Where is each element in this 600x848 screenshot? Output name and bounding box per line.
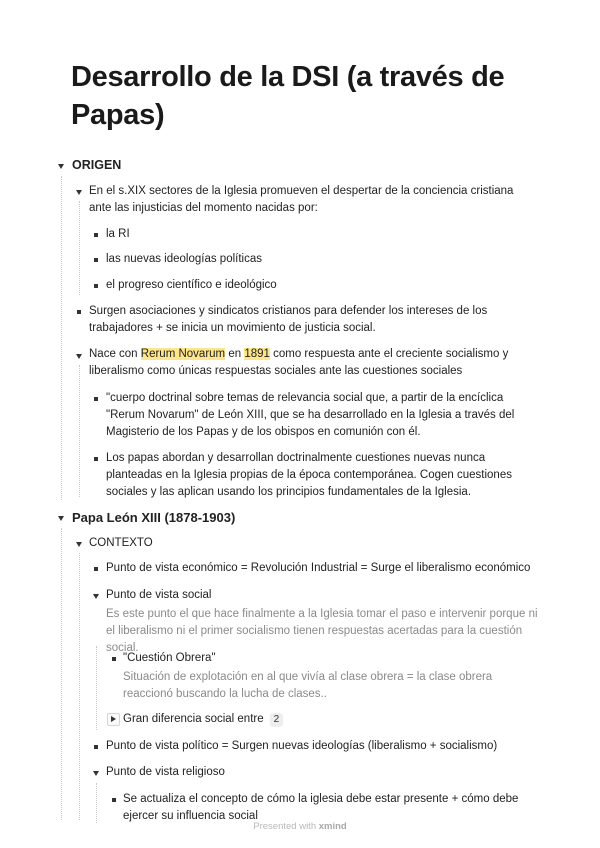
topic-contexto[interactable]: CONTEXTO (89, 537, 153, 549)
collapse-toggle-icon[interactable] (76, 190, 82, 195)
topic-cuestion-obrera[interactable]: "Cuestión Obrera" (123, 652, 216, 664)
topic-religioso-item[interactable]: Se actualiza el concepto de cómo la iglesia debe estar presente + cómo debe ejercer su influencia social (123, 793, 519, 822)
topic-religioso[interactable]: Punto de vista religioso (106, 766, 225, 778)
branch-line (79, 553, 81, 820)
topic-origen-3[interactable] (89, 346, 519, 380)
topic-social[interactable]: Punto de vista social (106, 589, 212, 601)
collapsed-count-badge[interactable]: 2 (270, 713, 284, 727)
bullet-icon (94, 284, 98, 288)
bullet-icon (77, 310, 81, 314)
collapse-toggle-icon[interactable] (76, 354, 82, 359)
topic-leon-xiii[interactable]: Papa León XIII (1878-1903) (72, 510, 236, 525)
bullet-icon (94, 457, 98, 461)
expand-icon[interactable] (111, 716, 116, 722)
highlight-year: 1891 (244, 348, 270, 360)
footer-prefix: Presented with (253, 821, 317, 832)
topic-ideologias[interactable]: las nuevas ideologías políticas (106, 253, 262, 265)
collapse-toggle-icon[interactable] (58, 516, 64, 521)
bullet-icon (94, 397, 98, 401)
bullet-icon (112, 657, 116, 661)
collapse-toggle-icon[interactable] (93, 771, 99, 776)
presented-with-footer (0, 821, 600, 832)
bullet-icon (94, 258, 98, 262)
topic-progreso[interactable]: el progreso científico e ideológico (106, 279, 277, 291)
text-fragment: como respuesta ante el creciente socialismo y liberalismo como únicas respuestas sociales ante las cuestiones sociales (89, 348, 509, 377)
branch-line (61, 176, 63, 500)
topic-papas-abordan[interactable]: Los papas abordan y desarrollan doctrinalmente cuestiones nuevas nunca planteadas en la Iglesia propias de la época contemporánea. Cogen cuestiones sociales y las aplican usando los principios fundamentales de la Iglesia. (106, 452, 512, 498)
topic-cuerpo-doctrinal[interactable]: "cuerpo doctrinal sobre temas de relevancia social que, a partir de la encíclica "Rerum Novarum" de León XIII, que se ha desarrollado en la Iglesia a través del Magisterio de los Papas y de los obispos en comunión con él. (106, 392, 515, 438)
topic-gran-diferencia[interactable] (123, 711, 283, 728)
branch-line (96, 646, 98, 730)
collapse-toggle-icon[interactable] (93, 594, 99, 599)
topic-politico[interactable]: Punto de vista político = Surgen nuevas ideologías (liberalismo + socialismo) (106, 740, 498, 752)
page-title: Desarrollo de la DSI (a través de Papas) (71, 61, 505, 131)
branch-line (79, 365, 81, 497)
branch-line (96, 783, 98, 823)
collapse-toggle-icon[interactable] (76, 542, 82, 547)
topic-origen-2[interactable]: Surgen asociaciones y sindicatos cristianos para defender los intereses de los trabajadores + se inicia un movimiento de justicia social. (89, 305, 488, 334)
topic-economico[interactable]: Punto de vista económico = Revolución Industrial = Surge el liberalismo económico (106, 562, 531, 574)
note-cuestion-obrera: Situación de explotación en al que vivía al clase obrera = la clase obrera reaccionó buscando la lucha de clases.. (123, 671, 493, 700)
topic-ri[interactable]: la RI (106, 228, 130, 240)
topic-gran-diferencia-label: Gran diferencia social entre (123, 713, 264, 725)
topic-origen[interactable]: ORIGEN (72, 158, 122, 172)
collapse-toggle-icon[interactable] (58, 164, 64, 169)
text-fragment: en (225, 348, 245, 360)
text-fragment: Nace con (89, 348, 141, 360)
topic-origen-1[interactable]: En el s.XIX sectores de la Iglesia promueven el despertar de la conciencia cristiana ante las injusticias del momento nacidas por: (89, 185, 514, 214)
bullet-icon (94, 567, 98, 571)
xmind-logo[interactable]: xmind (318, 821, 347, 832)
highlight-rerum-novarum: Rerum Novarum (140, 348, 226, 360)
bullet-icon (94, 745, 98, 749)
bullet-icon (112, 798, 116, 802)
bullet-icon (94, 233, 98, 237)
branch-line (79, 201, 81, 295)
branch-line (61, 528, 63, 820)
note-social: Es este punto el que hace finalmente a la Iglesia tomar el paso e intervenir porque ni el liberalismo ni el primer socialismo tienen respuestas acertadas para la cuestión social. (106, 608, 538, 654)
